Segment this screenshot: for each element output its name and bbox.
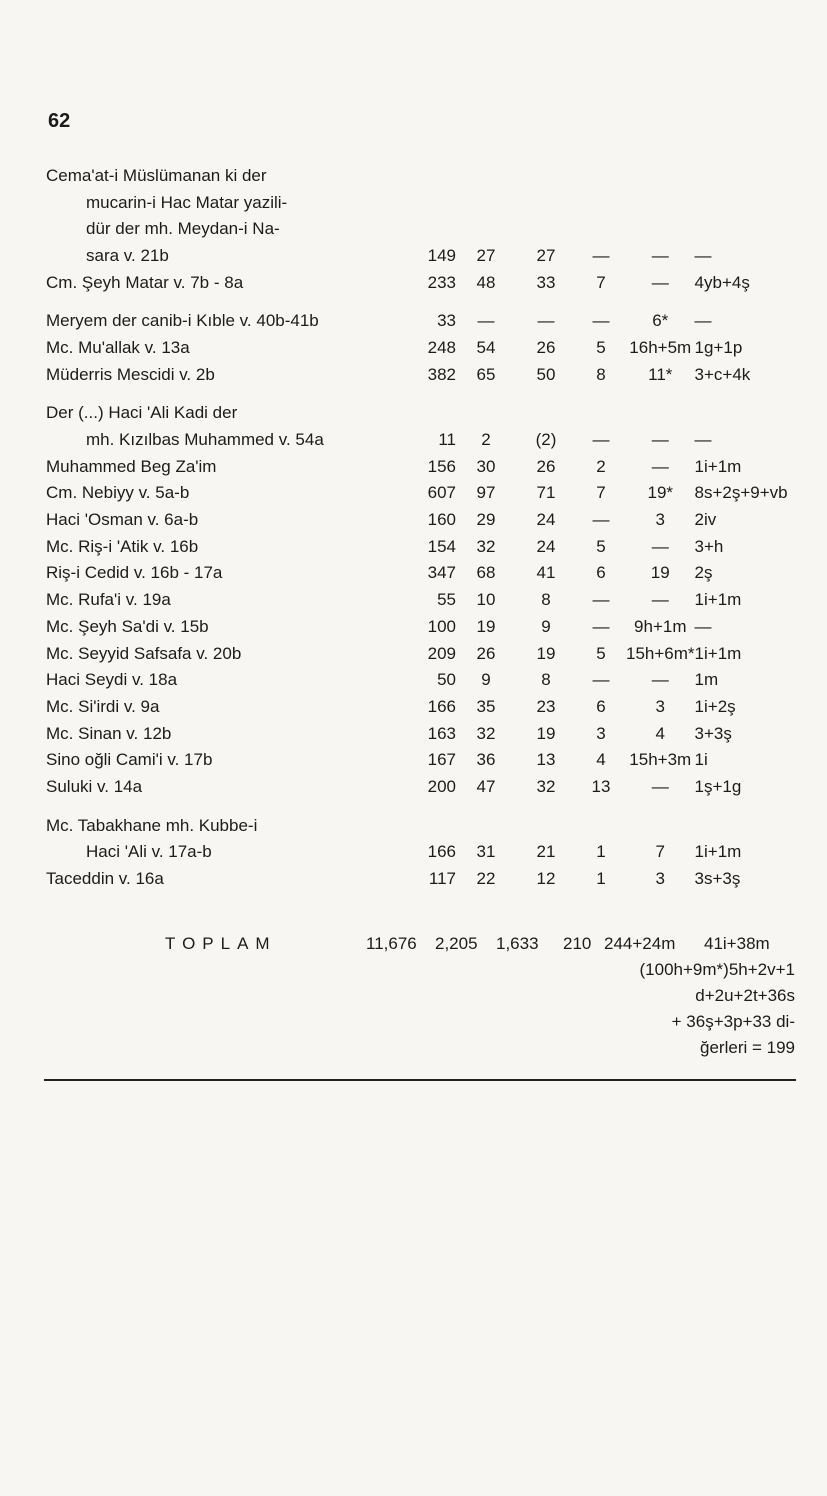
- empty-cell: [626, 189, 695, 216]
- cell-value: 27: [476, 245, 496, 265]
- cell-value: 347: [427, 563, 456, 583]
- empty-cell: [456, 812, 516, 839]
- cell-value: 7: [655, 842, 665, 862]
- empty-cell: [695, 162, 813, 189]
- cell-value: 8: [596, 364, 606, 384]
- cell-value: —: [592, 430, 610, 450]
- cell-value: 100: [427, 616, 456, 636]
- cell-value: 7: [596, 483, 606, 503]
- empty-cell: [516, 812, 576, 839]
- cell-value: —: [651, 536, 669, 556]
- cell-value: —: [477, 311, 495, 331]
- cell-value: 23: [536, 696, 556, 716]
- cell-value: —: [592, 510, 610, 530]
- place-name: Haci Seydi v. 18a: [46, 670, 178, 690]
- cell-value: 117: [428, 869, 456, 889]
- cell-value: 97: [476, 483, 496, 503]
- cell-value: 209: [427, 643, 456, 663]
- cell-value: 54: [476, 337, 496, 357]
- cell-value: 3: [655, 696, 665, 716]
- cell-value: 26: [536, 337, 556, 357]
- cell-value: 149: [427, 245, 456, 265]
- place-name: Mc. Tabakhane mh. Kubbe-i: [46, 815, 258, 835]
- place-name: dür der mh. Meydan-i Na-: [86, 219, 280, 239]
- place-name: Muhammed Beg Za'im: [46, 456, 217, 476]
- empty-cell: [456, 400, 516, 427]
- cell-value: 41: [536, 563, 556, 583]
- cell-value: 36: [476, 750, 496, 770]
- empty-cell: [695, 215, 813, 242]
- cell-value: 15h+6m*: [626, 643, 695, 663]
- cell-value: 12: [536, 869, 556, 889]
- place-name: Müderris Mescidi v. 2b: [46, 364, 215, 384]
- cell-value: 1i+2ş: [694, 696, 736, 716]
- cell-value: —: [651, 670, 669, 690]
- cell-value: 1ş+1g: [694, 776, 742, 796]
- cell-value: 47: [476, 776, 496, 796]
- empty-cell: [576, 215, 626, 242]
- cell-value: 11*: [648, 364, 673, 384]
- cell-value: 19: [536, 723, 556, 743]
- cell-value: 19: [650, 563, 670, 583]
- cell-value: 160: [427, 510, 456, 530]
- empty-cell: [576, 400, 626, 427]
- cell-value: 3+h: [694, 536, 724, 556]
- place-name: Der (...) Haci 'Ali Kadi der: [46, 403, 238, 423]
- cell-value: 55: [437, 590, 456, 610]
- cell-value: 3: [655, 510, 665, 530]
- empty-cell: [516, 400, 576, 427]
- cell-value: 15h+3m: [629, 750, 692, 770]
- cell-value: 24: [536, 510, 556, 530]
- table-row: [46, 307, 813, 334]
- place-name: Riş-i Cedid v. 16b - 17a: [46, 563, 223, 583]
- cell-value: 33: [536, 272, 556, 292]
- cell-value: —: [651, 245, 669, 265]
- cell-value: 1i+1m: [694, 590, 742, 610]
- cell-value: 5: [596, 643, 606, 663]
- cell-value: —: [592, 670, 610, 690]
- cell-value: 3: [655, 869, 665, 889]
- cell-value: 4: [596, 750, 606, 770]
- cell-value: 4yb+4ş: [694, 272, 750, 292]
- empty-cell: [516, 215, 576, 242]
- cell-value: 8s+2ş+9+vb: [694, 483, 788, 503]
- table-row: [46, 746, 813, 773]
- place-name: Haci 'Ali v. 17a-b: [86, 842, 212, 862]
- cell-value: 9: [481, 670, 491, 690]
- place-name: Mc. Mu'allak v. 13a: [46, 337, 190, 357]
- census-table: [46, 162, 813, 892]
- cell-value: 21: [536, 842, 556, 862]
- empty-cell: [576, 812, 626, 839]
- cell-value: 19: [536, 643, 556, 663]
- cell-value: —: [694, 245, 712, 265]
- place-name: Sino oğli Cami'i v. 17b: [46, 750, 213, 770]
- empty-cell: [456, 215, 516, 242]
- cell-value: 1i: [694, 750, 708, 770]
- table-row: [46, 640, 813, 667]
- cell-value: 19*: [647, 483, 674, 503]
- cell-value: 1i+1m: [694, 643, 742, 663]
- cell-value: 2: [481, 430, 491, 450]
- cell-value: —: [537, 311, 555, 331]
- empty-cell: [398, 400, 456, 427]
- cell-value: 382: [427, 364, 456, 384]
- cell-value: —: [592, 590, 610, 610]
- place-name: Cm. Nebiyy v. 5a-b: [46, 483, 190, 503]
- cell-value: —: [694, 430, 712, 450]
- cell-value: 9h+1m: [634, 616, 687, 636]
- table-row: [46, 189, 813, 216]
- table-row: [46, 560, 813, 587]
- empty-cell: [516, 162, 576, 189]
- place-name: mh. Kızılbas Muhammed v. 54a: [86, 430, 324, 450]
- table-row: [46, 506, 813, 533]
- cell-value: 33: [437, 311, 456, 331]
- cell-value: —: [694, 616, 712, 636]
- cell-value: 6: [596, 563, 606, 583]
- cell-value: 10: [476, 590, 496, 610]
- total-continuation-line: (100h+9m*)5h+2v+1: [639, 960, 795, 979]
- empty-cell: [398, 189, 456, 216]
- table-row: [46, 839, 813, 866]
- cell-value: 9: [541, 616, 551, 636]
- table-row: [46, 453, 813, 480]
- cell-value: 2: [596, 456, 606, 476]
- cell-value: 16h+5m: [629, 337, 692, 357]
- cell-value: 6: [596, 696, 606, 716]
- total-value-4: 210: [563, 934, 592, 953]
- cell-value: 163: [427, 723, 456, 743]
- cell-value: 26: [476, 643, 496, 663]
- empty-cell: [456, 162, 516, 189]
- cell-value: 11: [438, 430, 456, 450]
- total-value-3: 1,633: [496, 934, 539, 953]
- cell-value: 68: [476, 563, 496, 583]
- place-name: Mc. Si'irdi v. 9a: [46, 696, 160, 716]
- cell-value: 19: [476, 616, 496, 636]
- cell-value: 156: [427, 456, 456, 476]
- place-name: Mc. Seyyid Safsafa v. 20b: [46, 643, 242, 663]
- table-row: [46, 613, 813, 640]
- cell-value: 26: [536, 456, 556, 476]
- cell-value: 22: [476, 869, 496, 889]
- empty-cell: [398, 812, 456, 839]
- total-label: TOPLAM: [165, 934, 277, 953]
- cell-value: 71: [536, 483, 556, 503]
- row-gap: [46, 800, 813, 812]
- total-row: [0, 934, 827, 960]
- table-row: [46, 269, 813, 296]
- bottom-rule: [44, 1079, 796, 1081]
- table-row: [46, 242, 813, 269]
- cell-value: 607: [427, 483, 456, 503]
- empty-cell: [626, 215, 695, 242]
- cell-value: 3s+3ş: [694, 869, 741, 889]
- table-row: [46, 865, 813, 892]
- total-value-5: 244+24m: [604, 934, 676, 953]
- cell-value: 2iv: [694, 510, 717, 530]
- cell-value: 167: [427, 750, 456, 770]
- table-row: [46, 334, 813, 361]
- cell-value: 32: [476, 723, 496, 743]
- place-name: Cm. Şeyh Matar v. 7b - 8a: [46, 272, 244, 292]
- empty-cell: [695, 189, 813, 216]
- place-name: Taceddin v. 16a: [46, 869, 164, 889]
- empty-cell: [456, 189, 516, 216]
- row-gap: [46, 295, 813, 307]
- cell-value: 248: [427, 337, 456, 357]
- cell-value: —: [651, 430, 669, 450]
- cell-value: —: [651, 590, 669, 610]
- census-table-body: [46, 162, 813, 892]
- empty-cell: [626, 400, 695, 427]
- table-row: [46, 586, 813, 613]
- place-name: sara v. 21b: [86, 245, 169, 265]
- table-row: [46, 720, 813, 747]
- place-name: Haci 'Osman v. 6a-b: [46, 510, 199, 530]
- table-row: [46, 215, 813, 242]
- cell-value: 6*: [652, 311, 669, 331]
- cell-value: —: [651, 272, 669, 292]
- cell-value: 24: [536, 536, 556, 556]
- table-row: [46, 812, 813, 839]
- cell-value: 30: [476, 456, 496, 476]
- empty-cell: [695, 400, 813, 427]
- table-row: [46, 773, 813, 800]
- cell-value: 13: [591, 776, 611, 796]
- cell-value: 2ş: [694, 563, 713, 583]
- table-row: [46, 666, 813, 693]
- cell-value: 1m: [694, 670, 719, 690]
- cell-value: —: [592, 311, 610, 331]
- table-row: [46, 426, 813, 453]
- cell-value: 166: [427, 696, 456, 716]
- row-gap: [46, 388, 813, 400]
- table-row: [46, 400, 813, 427]
- cell-value: 8: [541, 670, 551, 690]
- total-value-6: 41i+38m: [704, 934, 770, 953]
- cell-value: 65: [476, 364, 496, 384]
- cell-value: 4: [655, 723, 665, 743]
- place-name: Suluki v. 14a: [46, 776, 143, 796]
- cell-value: 5: [596, 337, 606, 357]
- table-row: [46, 480, 813, 507]
- table-row: [46, 361, 813, 388]
- empty-cell: [626, 162, 695, 189]
- cell-value: 32: [476, 536, 496, 556]
- total-continuation-line: + 36ş+3p+33 di-: [671, 1012, 795, 1031]
- total-value-2: 2,205: [435, 934, 478, 953]
- cell-value: 35: [476, 696, 496, 716]
- table-row: [46, 162, 813, 189]
- cell-value: 200: [427, 776, 456, 796]
- place-name: Mc. Rufa'i v. 19a: [46, 590, 171, 610]
- place-name: Mc. Riş-i 'Atik v. 16b: [46, 536, 199, 556]
- empty-cell: [516, 189, 576, 216]
- place-name: Meryem der canib-i Kıble v. 40b-41b: [46, 311, 319, 331]
- empty-cell: [576, 162, 626, 189]
- cell-value: 1i+1m: [694, 842, 742, 862]
- cell-value: 31: [476, 842, 496, 862]
- cell-value: 32: [536, 776, 556, 796]
- empty-cell: [695, 812, 813, 839]
- empty-cell: [398, 215, 456, 242]
- cell-value: 166: [427, 842, 456, 862]
- empty-cell: [398, 162, 456, 189]
- cell-value: 3+c+4k: [694, 364, 751, 384]
- cell-value: 233: [427, 272, 456, 292]
- cell-value: 5: [596, 536, 606, 556]
- cell-value: 50: [536, 364, 556, 384]
- empty-cell: [576, 189, 626, 216]
- total-continuation-line: ğerleri = 199: [700, 1038, 795, 1057]
- cell-value: —: [651, 456, 669, 476]
- total-continuation-line: d+2u+2t+36s: [695, 986, 795, 1005]
- cell-value: 1g+1p: [694, 337, 743, 357]
- cell-value: 1: [596, 869, 606, 889]
- cell-value: 13: [536, 750, 556, 770]
- cell-value: 8: [541, 590, 551, 610]
- cell-value: 1: [596, 842, 606, 862]
- place-name: mucarin-i Hac Matar yazili-: [86, 192, 288, 212]
- cell-value: 29: [476, 510, 496, 530]
- cell-value: 48: [476, 272, 496, 292]
- place-name: Cema'at-i Müslümanan ki der: [46, 165, 267, 185]
- place-name: Mc. Şeyh Sa'di v. 15b: [46, 616, 209, 636]
- cell-value: 3+3ş: [694, 723, 732, 743]
- cell-value: 7: [596, 272, 606, 292]
- table-row: [46, 533, 813, 560]
- cell-value: —: [592, 245, 610, 265]
- cell-value: —: [694, 311, 712, 331]
- cell-value: —: [651, 776, 669, 796]
- table-row: [46, 693, 813, 720]
- cell-value: 1i+1m: [694, 456, 742, 476]
- total-value-1: 11,676: [366, 934, 417, 953]
- cell-value: 3: [596, 723, 606, 743]
- page-number: 62: [48, 110, 71, 132]
- cell-value: —: [592, 616, 610, 636]
- cell-value: 50: [437, 670, 456, 690]
- empty-cell: [626, 812, 695, 839]
- cell-value: (2): [535, 430, 557, 450]
- cell-value: 154: [427, 536, 456, 556]
- place-name: Mc. Sinan v. 12b: [46, 723, 172, 743]
- cell-value: 27: [536, 245, 556, 265]
